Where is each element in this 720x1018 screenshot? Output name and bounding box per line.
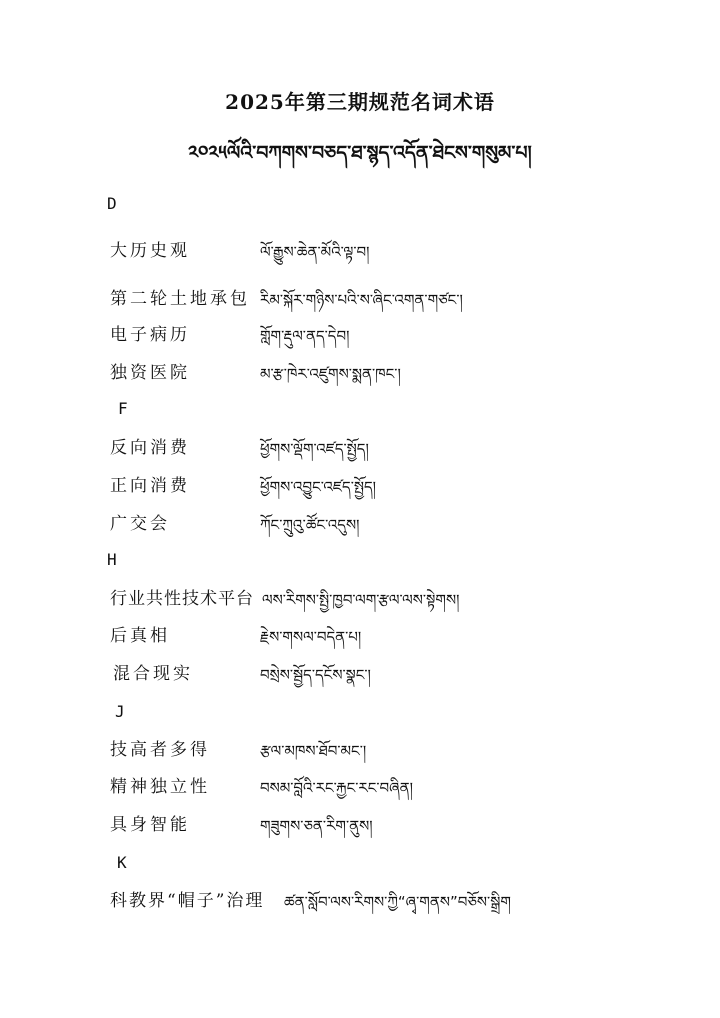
term-tibetan: བསྲེས་སྦྱོད་དངོས་སྣང་། [260, 666, 371, 684]
term-chinese: 科教界“帽子”治理 [110, 891, 265, 911]
term-tibetan: རྗེས་གསལ་བདེན་པ། [260, 628, 362, 646]
document-title: 2025年第三期规范名词术语 [225, 90, 495, 114]
term-tibetan: རིམ་སྐོར་གཉིས་པའི་ས་ཞིང་འགན་གཙང་། [260, 291, 463, 309]
term-tibetan: གློག་རྡུལ་ནད་དེབ། [260, 327, 350, 345]
term-tibetan: ལོ་རྒྱུས་ཆེན་མོའི་ལྟ་བ། [260, 243, 370, 261]
term-tibetan: ཕྱོགས་འབྱུང་འཛད་སྤྱོད། [260, 478, 376, 496]
term-chinese: 具身智能 [110, 815, 190, 835]
term-tibetan: ཕྱོགས་ལྡོག་འཛད་སྤྱོད། [260, 440, 369, 458]
term-tibetan: ལས་རིགས་སྤྱི་ཁྱབ་ལག་རྩལ་ལས་སྟེགས། [262, 591, 460, 609]
document-subtitle: ༢༠༢༥ལོའི་བཀགས་བཅད་ཐ་སྙད་འདོན་ཐེངས་གསུམ་པ། [188, 142, 532, 164]
section-letter-j: J [115, 702, 125, 721]
term-chinese: 电子病历 [110, 325, 190, 345]
section-letter-h: H [107, 550, 117, 569]
term-tibetan: མ་རྩ་ཁེར་འཛུགས་སྨན་ཁང་། [260, 365, 401, 383]
term-chinese: 行业共性技术平台 [110, 589, 254, 609]
term-tibetan: བསམ་བློའི་རང་རྐྱང་རང་བཞིན། [260, 779, 414, 797]
term-chinese: 混合现实 [113, 664, 193, 684]
term-tibetan: ཚན་སློབ་ལས་རིགས་ཀྱི“ཞྭ་གནས”བཅོས་སྒྲིག [284, 893, 511, 911]
term-chinese: 技高者多得 [110, 740, 210, 760]
section-letter-d: D [107, 194, 117, 213]
term-chinese: 后真相 [110, 626, 170, 646]
term-chinese: 正向消费 [110, 476, 190, 496]
term-chinese: 广交会 [110, 514, 170, 534]
term-chinese: 反向消费 [110, 438, 190, 458]
term-chinese: 独资医院 [110, 363, 190, 383]
section-letter-f: F [118, 399, 128, 418]
term-chinese: 精神独立性 [110, 777, 210, 797]
term-tibetan: ཀོང་ཀྲུའུ་ཚོང་འདུས། [260, 516, 360, 534]
term-tibetan: གཟུགས་ཅན་རིག་ནུས། [260, 817, 373, 835]
term-chinese: 大历史观 [110, 241, 190, 261]
section-letter-k: K [117, 853, 127, 872]
term-chinese: 第二轮土地承包 [110, 289, 250, 309]
term-tibetan: རྩལ་མཁས་ཐོབ་མང་། [260, 742, 367, 760]
